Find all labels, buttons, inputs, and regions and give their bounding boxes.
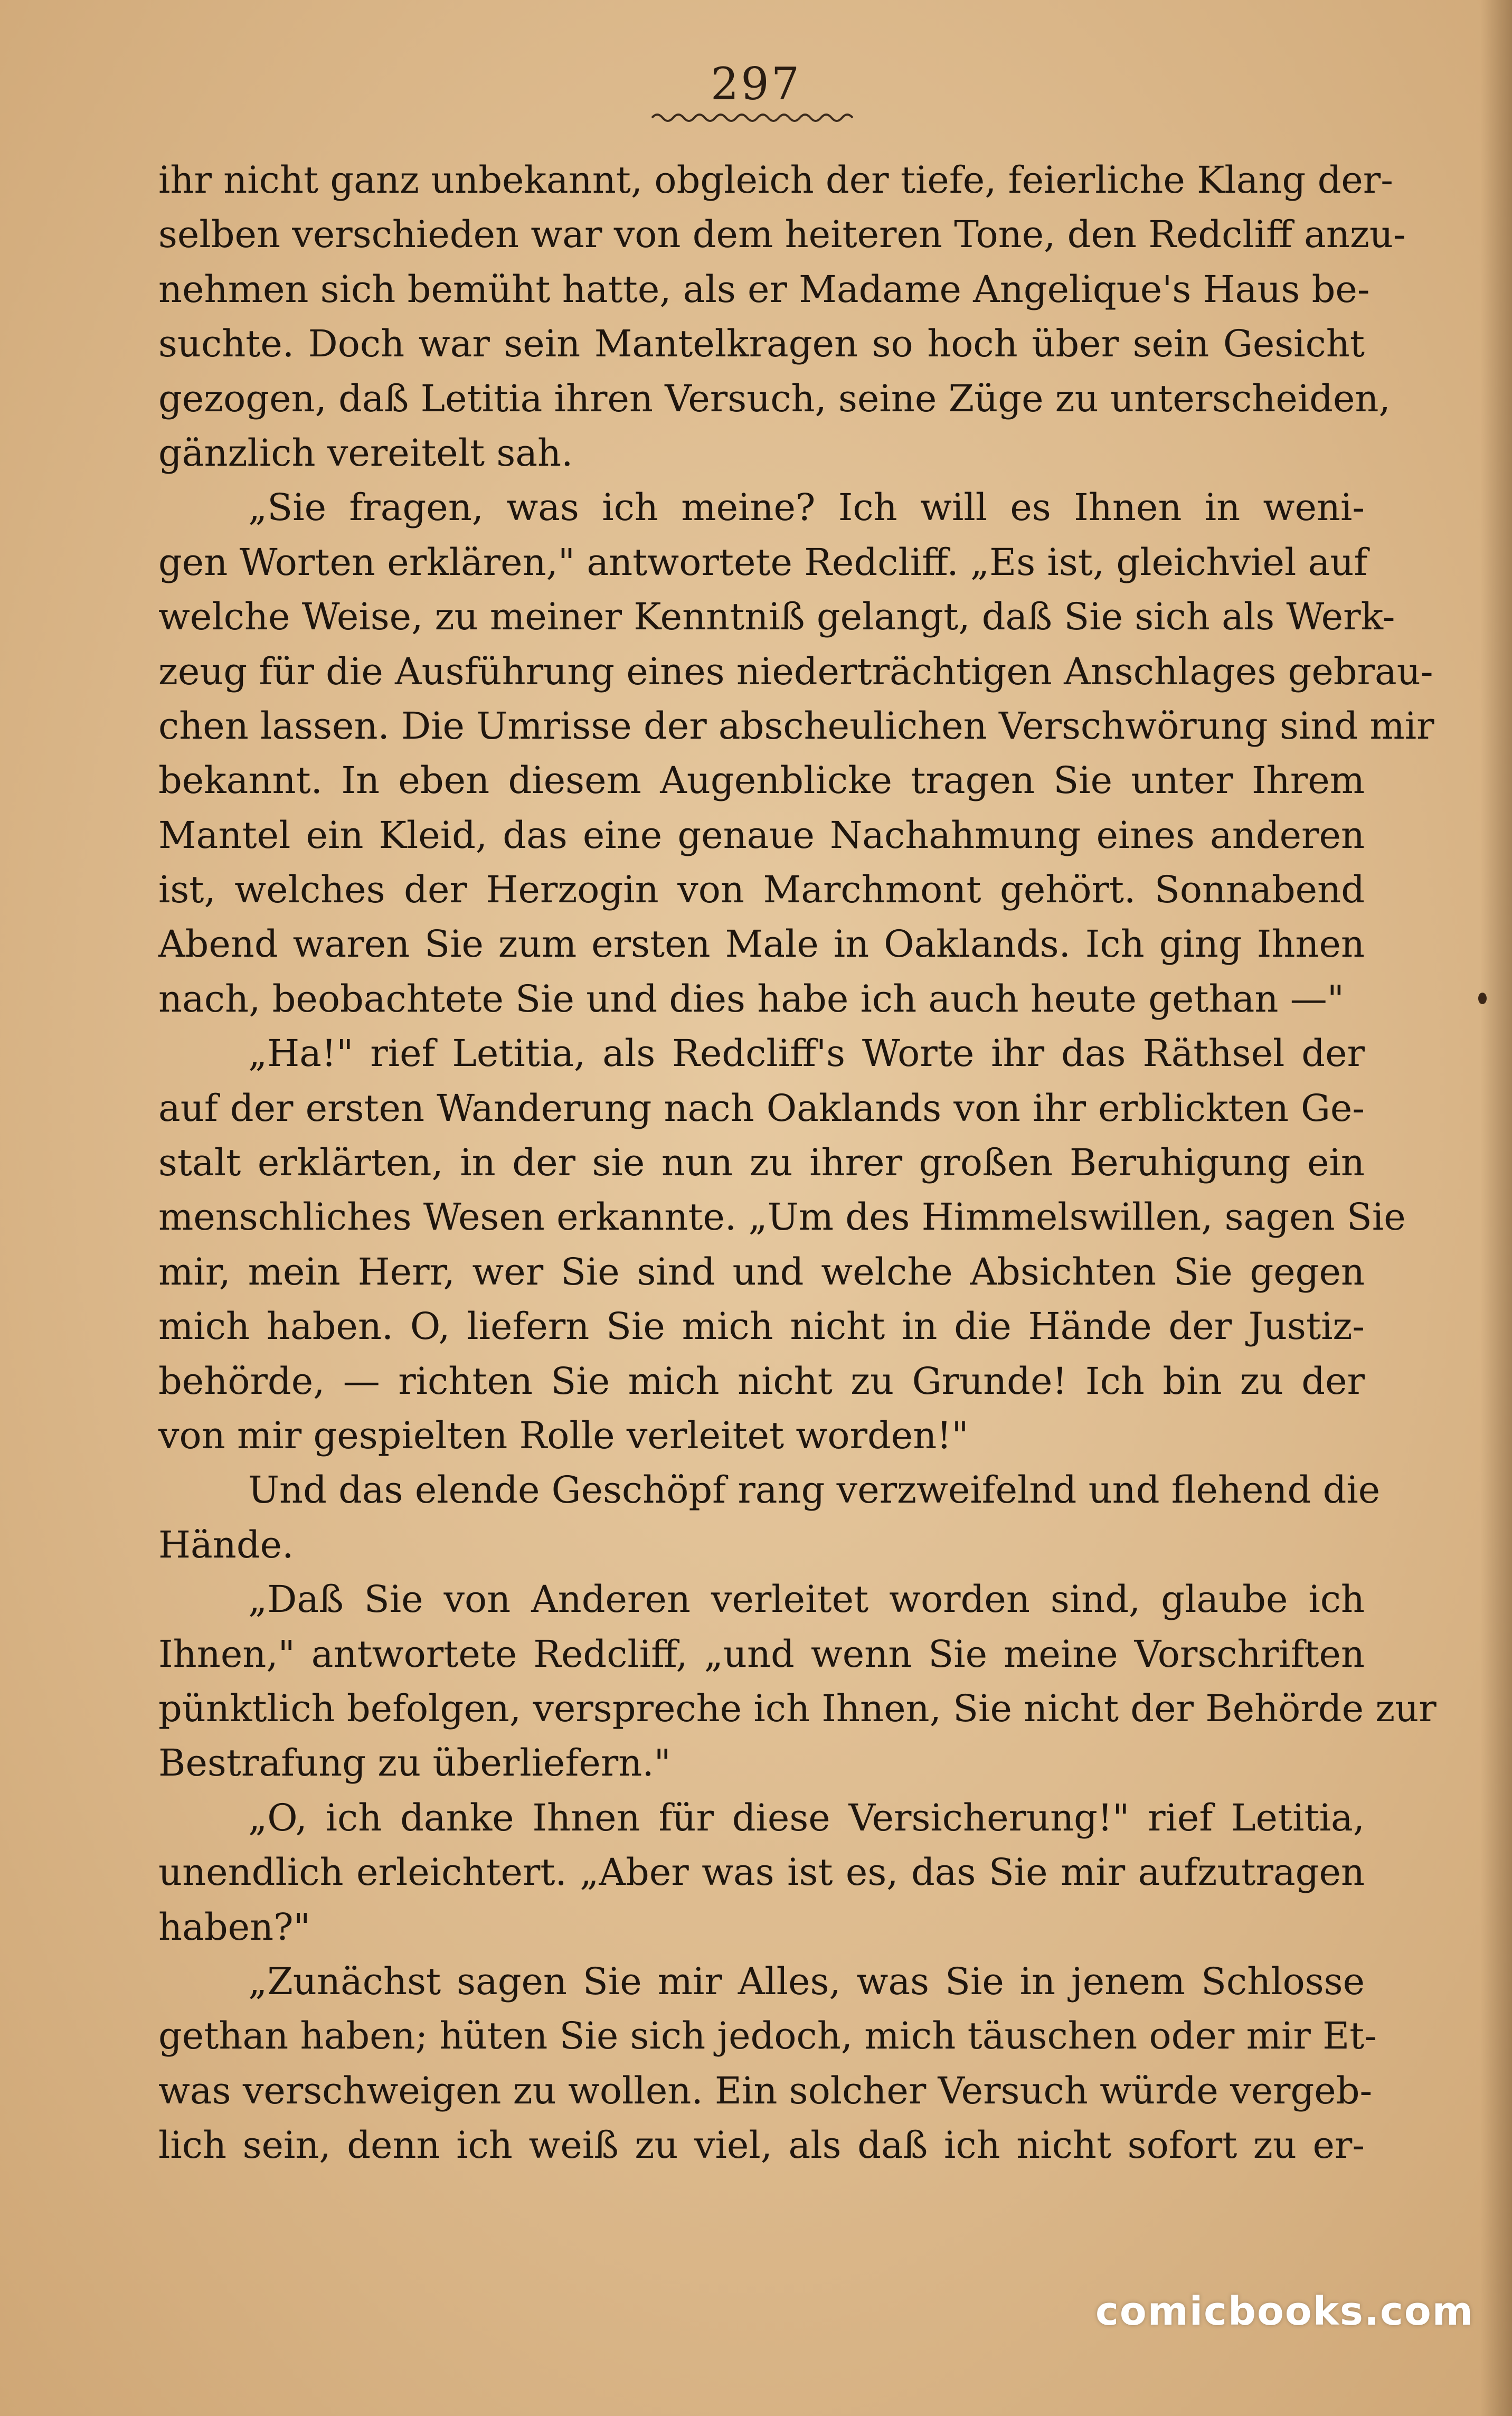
watermark: comicbooks.com: [1095, 2289, 1474, 2334]
text-line: was verschweigen zu wollen. Ein solcher Versuch würde vergeb-: [158, 2069, 1373, 2112]
text-line: welche Weise, zu meiner Kenntniß gelangt, daß Sie sich als Werk-: [158, 595, 1395, 639]
text-line: Bestrafung zu überliefern.": [158, 1741, 671, 1785]
text-line: auf der ersten Wanderung nach Oaklands von ihr erblickten Ge-: [158, 1086, 1365, 1130]
text-line: von mir gespielten Rolle verleitet worden!": [158, 1413, 969, 1457]
text-line: Hände.: [158, 1523, 294, 1566]
ink-spot: [1478, 993, 1487, 1004]
text-line: nehmen sich bemüht hatte, als er Madame Angelique's Haus be-: [158, 267, 1370, 311]
text-line: lich sein, denn ich weiß zu viel, als daß ich nicht sofort zu er-: [158, 2124, 1365, 2167]
text-line: suchte. Doch war sein Mantelkragen so hoch über sein Gesicht: [158, 322, 1365, 366]
text-line: unendlich erleichtert. „Aber was ist es, das Sie mir aufzutragen: [158, 1851, 1365, 1894]
text-line: „Daß Sie von Anderen verleitet worden sind, glaube ich: [248, 1578, 1365, 1621]
text-line: pünktlich befolgen, verspreche ich Ihnen, Sie nicht der Behörde zur: [158, 1686, 1437, 1730]
text-line: ihr nicht ganz unbekannt, obgleich der tiefe, feierliche Klang der-: [158, 158, 1393, 202]
page-edge-shadow: [1480, 0, 1512, 2416]
text-line: mich haben. O, liefern Sie mich nicht in die Hände der Justiz-: [158, 1305, 1365, 1348]
text-line: Ihnen," antwortete Redcliff, „und wenn Sie meine Vorschriften: [158, 1632, 1365, 1676]
text-line: chen lassen. Die Umrisse der abscheulichen Verschwörung sind mir: [158, 704, 1434, 748]
text-line: selben verschieden war von dem heiteren Tone, den Redcliff anzu-: [158, 213, 1406, 257]
text-line: Und das elende Geschöpf rang verzweifelnd und flehend die: [248, 1468, 1381, 1512]
text-line: mir, mein Herr, wer Sie sind und welche Absichten Sie gegen: [158, 1250, 1365, 1294]
text-line: bekannt. In eben diesem Augenblicke tragen Sie unter Ihrem: [158, 759, 1365, 803]
text-line: gänzlich vereitelt sah.: [158, 431, 573, 475]
text-line: menschliches Wesen erkannte. „Um des Himmelswillen, sagen Sie: [158, 1195, 1406, 1239]
text-line: gezogen, daß Letitia ihren Versuch, seine Züge zu unterscheiden,: [158, 376, 1391, 420]
text-line: „Sie fragen, was ich meine? Ich will es Ihnen in weni-: [248, 486, 1365, 530]
text-line: Abend waren Sie zum ersten Male in Oaklands. Ich ging Ihnen: [158, 922, 1365, 966]
text-line: Mantel ein Kleid, das eine genaue Nachahmung eines anderen: [158, 813, 1365, 857]
body-text: [158, 153, 1437, 2173]
text-line: „Zunächst sagen Sie mir Alles, was Sie in jenem Schlosse: [248, 1959, 1365, 2003]
text-line: gethan haben; hüten Sie sich jedoch, mich täuschen oder mir Et-: [158, 2014, 1377, 2058]
text-line: nach, beobachtete Sie und dies habe ich auch heute gethan —": [158, 977, 1344, 1021]
text-line: „O, ich danke Ihnen für diese Versicherung!" rief Letitia,: [248, 1796, 1365, 1839]
page-number: 297: [710, 58, 802, 110]
text-line: haben?": [158, 1905, 310, 1949]
text-line: „Ha!" rief Letitia, als Redcliff's Worte ihr das Räthsel der: [248, 1032, 1365, 1075]
text-line: stalt erklärten, in der sie nun zu ihrer großen Beruhigung ein: [158, 1141, 1365, 1185]
text-line: gen Worten erklären," antwortete Redcliff. „Es ist, gleichviel auf: [158, 540, 1368, 584]
ornament-rule: [649, 108, 861, 124]
text-line: zeug für die Ausführung eines niederträchtigen Anschlages gebrau-: [158, 649, 1433, 693]
text-line: ist, welches der Herzogin von Marchmont gehört. Sonnabend: [158, 868, 1365, 912]
text-line: behörde, — richten Sie mich nicht zu Grunde! Ich bin zu der: [158, 1359, 1365, 1403]
